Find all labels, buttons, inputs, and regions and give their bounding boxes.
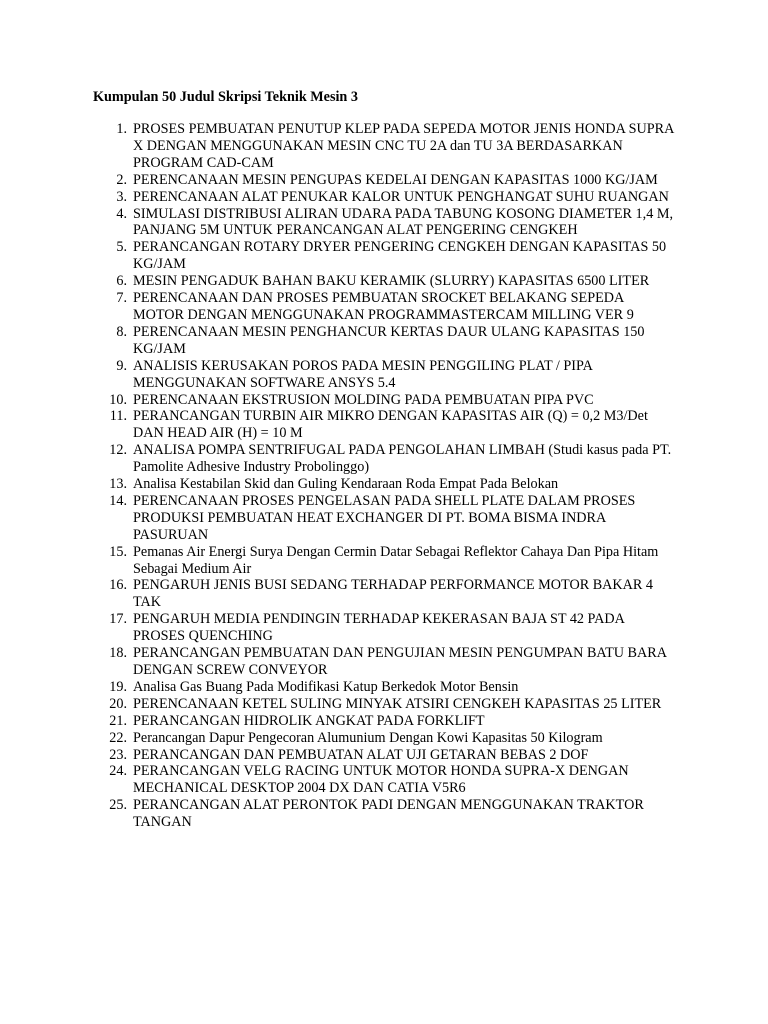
list-item-text: ANALISIS KERUSAKAN POROS PADA MESIN PENGGILING PLAT / PIPA MENGGUNAKAN SOFTWARE ANSYS 5.4 bbox=[133, 357, 593, 391]
list-item-text: PERENCANAAN DAN PROSES PEMBUATAN SROCKET BELAKANG SEPEDA MOTOR DENGAN MENGGUNAKAN PROGRAMMASTERCAM MILLING VER 9 bbox=[133, 290, 634, 323]
list-item bbox=[0, 408, 768, 442]
list-item-number: 16. bbox=[109, 577, 127, 594]
list-item-text: PERANCANGAN HIDROLIK ANGKAT PADA FORKLIFT bbox=[133, 712, 485, 729]
list-item-text: Pemanas Air Energi Surya Dengan Cermin Datar Sebagai Reflektor Cahaya Dan Pipa Hitam Sebagai Medium Air bbox=[133, 543, 659, 577]
list-item bbox=[0, 544, 768, 578]
list-item bbox=[0, 239, 768, 273]
list-item-text: ANALISA POMPA SENTRIFUGAL PADA PENGOLAHAN LIMBAH (Studi kasus pada PT. Pamolite Adhesive Industry Probolinggo) bbox=[133, 442, 672, 476]
list-item bbox=[0, 206, 768, 240]
list-item-number: 7. bbox=[116, 290, 127, 307]
list-item-number: 13. bbox=[109, 476, 127, 493]
list-item bbox=[0, 797, 768, 831]
list-item-text: SIMULASI DISTRIBUSI ALIRAN UDARA PADA TABUNG KOSONG DIAMETER 1,4 M, PANJANG 5M UNTUK PERANCANGAN ALAT PENGERING CENGKEH bbox=[133, 205, 674, 239]
list-item bbox=[0, 645, 768, 679]
list-item bbox=[0, 324, 768, 358]
list-item-number: 17. bbox=[109, 611, 127, 628]
list-item bbox=[0, 679, 768, 696]
list-item-text: MESIN PENGADUK BAHAN BAKU KERAMIK (SLURRY) KAPASITAS 6500 LITER bbox=[133, 273, 650, 290]
list-item bbox=[0, 730, 768, 747]
list-item bbox=[0, 358, 768, 392]
list-item-number: 15. bbox=[109, 543, 127, 560]
list-item-number: 6. bbox=[116, 273, 127, 290]
list-item bbox=[0, 476, 768, 493]
list-item-number: 21. bbox=[109, 712, 127, 729]
list-item bbox=[0, 442, 768, 476]
list-item-number: 23. bbox=[109, 746, 127, 763]
list-item-text: PENGARUH JENIS BUSI SEDANG TERHADAP PERFORMANCE MOTOR BAKAR 4 TAK bbox=[133, 577, 654, 611]
list-item-number: 20. bbox=[109, 695, 127, 712]
list-item-text: PERENCANAAN KETEL SULING MINYAK ATSIRI CENGKEH KAPASITAS 25 LITER bbox=[133, 695, 662, 712]
list-item-number: 10. bbox=[109, 391, 127, 408]
list-item bbox=[0, 611, 768, 645]
list-item-number: 5. bbox=[116, 239, 127, 256]
list-item-text: PERANCANGAN TURBIN AIR MIKRO DENGAN KAPASITAS AIR (Q) = 0,2 M3/Det DAN HEAD AIR (H) = 10 M bbox=[133, 408, 648, 442]
list-item-text: PERANCANGAN VELG RACING UNTUK MOTOR HONDA SUPRA-X DENGAN MECHANICAL DESKTOP 2004 DX DAN CATIA V5R6 bbox=[133, 763, 629, 797]
list-item bbox=[0, 392, 768, 409]
list-item-number: 19. bbox=[109, 678, 127, 695]
list-item bbox=[0, 172, 768, 189]
list-item-text: PERANCANGAN ROTARY DRYER PENGERING CENGKEH DENGAN KAPASITAS 50 KG/JAM bbox=[133, 239, 667, 273]
list-item-number: 9. bbox=[116, 357, 127, 374]
list-item-text: PERENCANAAN ALAT PENUKAR KALOR UNTUK PENGHANGAT SUHU RUANGAN bbox=[133, 188, 669, 205]
list-item-text: PROSES PEMBUATAN PENUTUP KLEP PADA SEPEDA MOTOR JENIS HONDA SUPRA X DENGAN MENGGUNAKAN MESIN CNC TU 2A dan TU 3A BERDASARKAN PROGRAM CAD-CAM bbox=[133, 121, 674, 171]
list-item-text: PENGARUH MEDIA PENDINGIN TERHADAP KEKERASAN BAJA ST 42 PADA PROSES QUENCHING bbox=[133, 611, 625, 645]
list-item bbox=[0, 696, 768, 713]
list-item-number: 11. bbox=[109, 408, 127, 425]
list-item-number: 12. bbox=[109, 442, 127, 459]
document-title: Kumpulan 50 Judul Skripsi Teknik Mesin 3 bbox=[93, 89, 358, 105]
list-item-number: 3. bbox=[116, 188, 127, 205]
list-item-text: PERENCANAAN MESIN PENGHANCUR KERTAS DAUR ULANG KAPASITAS 150 KG/JAM bbox=[133, 323, 645, 357]
list-item-text: PERANCANGAN ALAT PERONTOK PADI DENGAN MENGGUNAKAN TRAKTOR TANGAN bbox=[133, 797, 644, 831]
list-item-number: 2. bbox=[116, 171, 127, 188]
list-item-text: PERENCANAAN PROSES PENGELASAN PADA SHELL PLATE DALAM PROSES PRODUKSI PEMBUATAN HEAT EXCHANGER DI PT. BOMA BISMA INDRA PASURUAN bbox=[133, 492, 636, 543]
list-item bbox=[0, 121, 768, 172]
list-item bbox=[0, 189, 768, 206]
list-item-number: 4. bbox=[116, 205, 127, 222]
list-item-number: 1. bbox=[116, 121, 127, 137]
list-item-number: 8. bbox=[116, 323, 127, 340]
list-item-number: 24. bbox=[109, 763, 127, 780]
list-item bbox=[0, 493, 768, 544]
list-item bbox=[0, 747, 768, 764]
thesis-title-list bbox=[0, 121, 768, 831]
list-item-text: PERENCANAAN EKSTRUSION MOLDING PADA PEMBUATAN PIPA PVC bbox=[133, 391, 594, 408]
list-item bbox=[0, 273, 768, 290]
list-item bbox=[0, 763, 768, 797]
list-item-text: PERANCANGAN DAN PEMBUATAN ALAT UJI GETARAN BEBAS 2 DOF bbox=[133, 746, 589, 763]
list-item-text: PERANCANGAN PEMBUATAN DAN PENGUJIAN MESIN PENGUMPAN BATU BARA DENGAN SCREW CONVEYOR bbox=[133, 645, 667, 678]
list-item-text: Perancangan Dapur Pengecoran Alumunium Dengan Kowi Kapasitas 50 Kilogram bbox=[133, 729, 603, 746]
list-item-number: 14. bbox=[109, 492, 127, 509]
list-item-text: PERENCANAAN MESIN PENGUPAS KEDELAI DENGAN KAPASITAS 1000 KG/JAM bbox=[133, 171, 658, 188]
list-item bbox=[0, 290, 768, 324]
list-item-text: Analisa Kestabilan Skid dan Guling Kendaraan Roda Empat Pada Belokan bbox=[133, 476, 559, 493]
list-item-number: 18. bbox=[109, 645, 127, 662]
list-item-number: 25. bbox=[109, 797, 127, 814]
list-item bbox=[0, 577, 768, 611]
list-item-number: 22. bbox=[109, 729, 127, 746]
list-item-text: Analisa Gas Buang Pada Modifikasi Katup Berkedok Motor Bensin bbox=[133, 678, 519, 695]
list-item bbox=[0, 713, 768, 730]
